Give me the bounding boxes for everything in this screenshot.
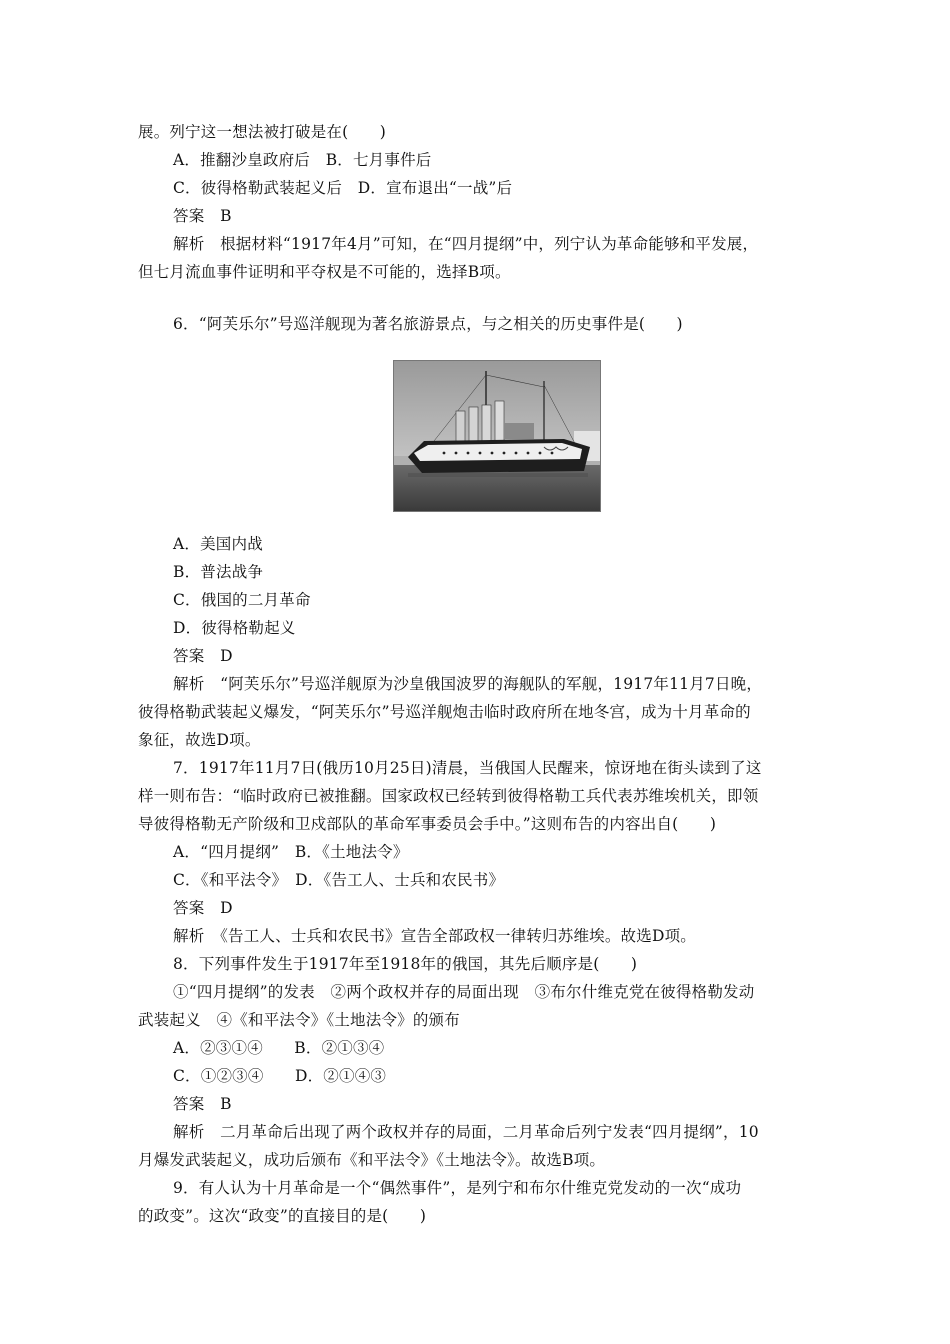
text-line: 武装起义 ④《和平法令》《土地法令》的颁布 (138, 1011, 460, 1029)
option-line: A．②③①④ B．②①③④ (173, 1039, 385, 1057)
answer-line: 答案 B (173, 207, 232, 225)
answer-line: 答案 D (173, 899, 233, 917)
answer-line: 答案 B (173, 1095, 232, 1113)
text-line: 但七月流血事件证明和平夺权是不可能的，选择B项。 (138, 263, 511, 281)
question-6: 6．“阿芙乐尔”号巡洋舰现为著名旅游景点，与之相关的历史事件是( ) (173, 315, 683, 333)
question-9: 9．有人认为十月革命是一个“偶然事件”，是列宁和布尔什维克党发动的一次“成功 (173, 1179, 742, 1197)
option-line: C．彼得格勒武装起义后 D．宣布退出“一战”后 (173, 179, 513, 197)
text-line: 展。列宁这一想法被打破是在( ) (138, 123, 386, 141)
analysis-line: 解析 根据材料“1917年4月”可知，在“四月提纲”中，列宁认为革命能够和平发展， (173, 235, 759, 253)
option-line: A．美国内战 (173, 535, 263, 553)
option-line: A．“四月提纲” B．《土地法令》 (173, 843, 409, 861)
text-line: 样一则布告：“临时政府已被推翻。国家政权已经转到彼得格勒工兵代表苏维埃机关，即领 (138, 787, 759, 805)
question-8: 8．下列事件发生于1917年至1918年的俄国，其先后顺序是( ) (173, 955, 638, 973)
option-line: C．①②③④ D．②①④③ (173, 1067, 387, 1085)
option-line: C．《和平法令》 D．《告工人、士兵和农民书》 (173, 871, 505, 889)
analysis-line: 解析 《告工人、士兵和农民书》宣告全部政权一律转归苏维埃。故选D项。 (173, 927, 696, 945)
text-line: 月爆发武装起义，成功后颁布《和平法令》《土地法令》。故选B项。 (138, 1151, 606, 1169)
text-line: 象征，故选D项。 (138, 731, 261, 749)
option-line: B．普法战争 (173, 563, 264, 581)
text-line: 导彼得格勒无产阶级和卫戍部队的革命军事委员会手中。”这则布告的内容出自( ) (138, 815, 717, 833)
option-line: A．推翻沙皇政府后 B．七月事件后 (173, 151, 432, 169)
cruiser-aurora-photo (393, 360, 601, 512)
text-line: 的政变”。这次“政变”的直接目的是( ) (138, 1207, 427, 1225)
option-line: C．俄国的二月革命 (173, 591, 311, 609)
option-line: D．彼得格勒起义 (173, 619, 296, 637)
text-line: ①“四月提纲”的发表 ②两个政权并存的局面出现 ③布尔什维克党在彼得格勒发动 (173, 983, 755, 1001)
analysis-line: 解析 “阿芙乐尔”号巡洋舰原为沙皇俄国波罗的海舰队的军舰，1917年11月7日晚， (173, 675, 763, 693)
analysis-line: 解析 二月革命后出现了两个政权并存的局面，二月革命后列宁发表“四月提纲”，10 (173, 1123, 759, 1141)
answer-line: 答案 D (173, 647, 233, 665)
text-line: 彼得格勒武装起义爆发，“阿芙乐尔”号巡洋舰炮击临时政府所在地冬宫，成为十月革命的 (138, 703, 751, 721)
question-7: 7．1917年11月7日(俄历10月25日)清晨，当俄国人民醒来，惊讶地在街头读到了这 (173, 759, 762, 777)
